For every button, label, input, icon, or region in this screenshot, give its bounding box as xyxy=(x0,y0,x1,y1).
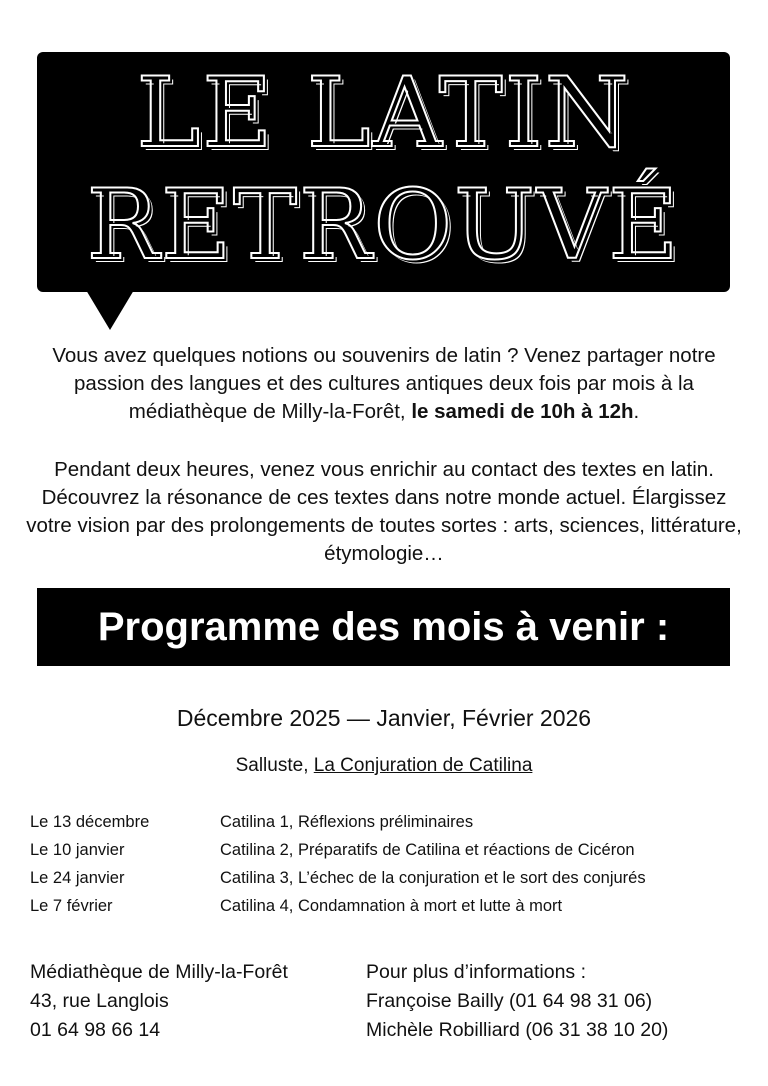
title-line-2: RETROUVÉ xyxy=(86,169,681,281)
session-row xyxy=(30,836,750,864)
session-topic: Catilina 3, L’échec de la conjuration et le sort des conjurés xyxy=(220,869,646,887)
venue-address: 43, rue Langlois xyxy=(30,990,169,1012)
speech-bubble-tail xyxy=(86,290,134,330)
intro-paragraph-1 xyxy=(20,342,748,426)
schedule-highlight: le samedi de 10h à 12h xyxy=(411,400,634,423)
contact-heading: Pour plus d’informations : xyxy=(366,961,587,983)
session-date: Le 7 février xyxy=(30,897,113,915)
intro-paragraph-2: Pendant deux heures, venez vous enrichir au contact des textes en latin. Découvrez la résonance de ces textes dans notre monde actuel. Élargissez votre vision par des prolongements de toutes sortes : arts, sciences, littérature, étymologie… xyxy=(26,458,742,565)
intro-text: Vous avez quelques notions ou souvenirs de latin ? Venez partager notre passion des langues et des cultures antiques deux fois par mois à la médiathèque de Milly-la-Forêt, xyxy=(52,344,716,423)
work-author: Salluste, xyxy=(235,755,314,776)
session-topic: Catilina 1, Réflexions préliminaires xyxy=(220,813,474,831)
session-date: Le 10 janvier xyxy=(30,841,125,859)
session-list xyxy=(30,808,750,920)
session-topic: Catilina 4, Condamnation à mort et lutte à mort xyxy=(220,897,563,915)
intro-period: . xyxy=(633,400,640,423)
work-reference xyxy=(0,752,768,780)
title-line-1: LE LATIN xyxy=(136,57,631,169)
programme-period: Décembre 2025 — Janvier, Février 2026 xyxy=(176,705,592,731)
venue-info xyxy=(30,958,288,1045)
session-row xyxy=(30,892,750,920)
venue-phone: 01 64 98 66 14 xyxy=(30,1019,161,1041)
contact-item: Michèle Robilliard (06 31 38 10 20) xyxy=(366,1019,669,1041)
session-date: Le 13 décembre xyxy=(30,813,150,831)
title-banner xyxy=(37,52,730,292)
work-title: La Conjuration de Catilina xyxy=(313,755,533,776)
session-row xyxy=(30,864,750,892)
contact-item: Françoise Bailly (01 64 98 31 06) xyxy=(366,990,653,1012)
programme-heading: Programme des mois à venir : xyxy=(37,588,730,666)
session-row xyxy=(30,808,750,836)
session-topic: Catilina 2, Préparatifs de Catilina et réactions de Cicéron xyxy=(220,841,635,859)
session-date: Le 24 janvier xyxy=(30,869,125,887)
contact-info xyxy=(366,958,668,1045)
venue-name: Médiathèque de Milly-la-Forêt xyxy=(30,961,288,983)
